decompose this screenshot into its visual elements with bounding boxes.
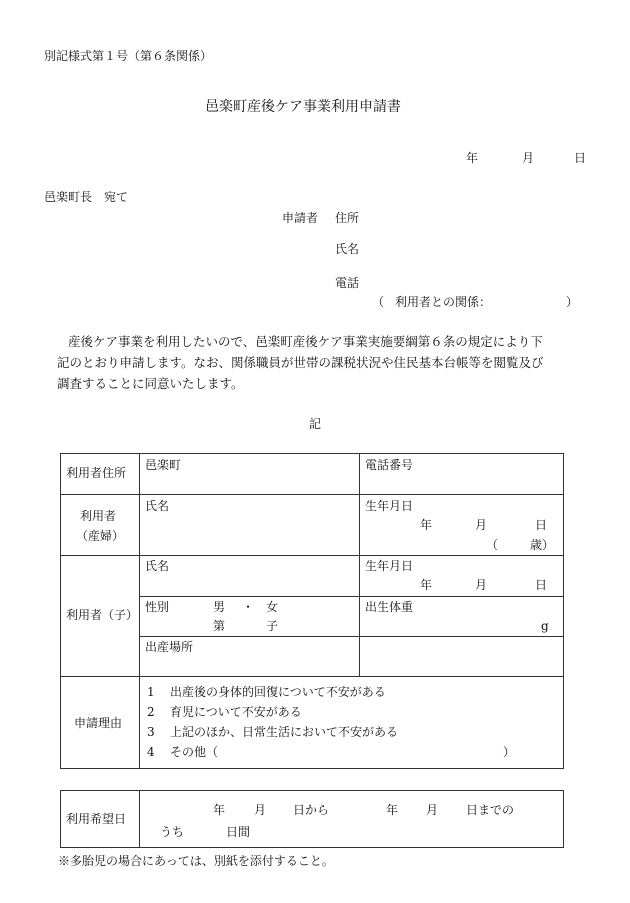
request-uchi: うち: [160, 825, 185, 839]
reason-4-num: 4: [147, 745, 155, 759]
request-from-day: 日から: [293, 803, 330, 817]
date-year-label: 年: [466, 151, 479, 165]
birth-weight-unit: g: [541, 619, 549, 633]
phone-label: 電話番号: [365, 458, 414, 472]
ki-heading: 記: [309, 417, 322, 431]
relation-label: 利用者との関係：: [395, 295, 492, 309]
child-label: 利用者（子）: [66, 608, 139, 622]
mother-label-line1: 利用者: [80, 509, 117, 523]
mother-age-open: （: [486, 538, 499, 552]
mother-age-close: 歳）: [530, 538, 555, 552]
sex-option-female[interactable]: 女: [266, 600, 279, 614]
request-to-day: 日までの: [466, 803, 515, 817]
sex-option-male[interactable]: 男: [213, 600, 226, 614]
child-birth-label: 生年月日: [365, 559, 414, 573]
table-rule-child-b: [139, 636, 564, 637]
relation-close: ）: [566, 295, 579, 309]
sex-separator: ・: [242, 600, 255, 614]
child-birth-year: 年: [420, 578, 433, 592]
child-sex-label: 性別: [145, 600, 170, 614]
mother-label-line2: （産婦）: [76, 529, 125, 543]
body-line-3: 調査することに同意いたします。: [57, 376, 244, 391]
address-label: 利用者住所: [66, 466, 127, 480]
table-rule-row2: [60, 555, 564, 556]
reason-3-num: 3: [147, 725, 155, 739]
request-table-divider: [139, 790, 140, 848]
birth-order-dai: 第: [213, 619, 226, 633]
footnote: ※多胎児の場合にあっては、別紙を添付すること。: [58, 854, 334, 868]
request-from-year: 年: [213, 803, 226, 817]
relation-open: （: [372, 295, 385, 309]
request-label: 利用希望日: [66, 812, 127, 826]
table-rule-col1: [139, 453, 140, 769]
body-line-1: 産後ケア事業を利用したいので、邑楽町産後ケア事業実施要綱第６条の規定により下: [68, 334, 543, 349]
request-days: 日間: [226, 825, 251, 839]
request-table: [60, 790, 564, 848]
child-name-label: 氏名: [145, 559, 170, 573]
reason-label: 申請理由: [74, 716, 123, 730]
table-rule-col2: [359, 453, 360, 676]
mother-birth-month: 月: [475, 518, 488, 532]
child-birth-day: 日: [535, 578, 548, 592]
body-line-2: 記のとおり申請します。なお、関係職員が世帯の課税状況や住民基本台帳等を閲覧及び: [57, 355, 544, 370]
reason-4-text[interactable]: その他（: [170, 745, 219, 759]
request-from-month: 月: [254, 803, 267, 817]
request-to-month: 月: [426, 803, 439, 817]
form-number: 別記様式第１号（第６条関係）: [44, 49, 213, 63]
child-birth-month: 月: [475, 578, 488, 592]
applicant-address-label: 住所: [335, 211, 360, 225]
table-rule-row1: [60, 494, 564, 495]
reason-4-close: ）: [503, 745, 516, 759]
date-month-label: 月: [522, 151, 535, 165]
reason-1-num: 1: [147, 685, 155, 699]
addressee: 邑楽町長 宛て: [44, 190, 129, 204]
applicant-name-label: 氏名: [335, 242, 360, 256]
page-title: 邑楽町産後ケア事業利用申請書: [205, 99, 401, 115]
reason-2-num: 2: [147, 705, 155, 719]
reason-1-text[interactable]: 出産後の身体的回復について不安がある: [170, 685, 386, 699]
mother-birth-year: 年: [420, 518, 433, 532]
request-to-year: 年: [386, 803, 399, 817]
date-day-label: 日: [574, 151, 587, 165]
mother-birth-label: 生年月日: [365, 499, 414, 513]
birth-order-ko: 子: [266, 619, 279, 633]
birthplace-label: 出産場所: [145, 640, 194, 654]
address-value[interactable]: 邑楽町: [145, 458, 182, 472]
mother-birth-day: 日: [535, 518, 548, 532]
table-rule-row4: [60, 676, 564, 677]
birth-weight-label: 出生体重: [365, 600, 414, 614]
applicant-phone-label: 電話: [335, 276, 360, 290]
table-rule-child-a: [139, 596, 564, 597]
mother-name-label: 氏名: [145, 499, 170, 513]
applicant-label: 申請者: [282, 211, 319, 225]
reason-3-text[interactable]: 上記のほか、日常生活において不安がある: [170, 725, 399, 739]
reason-2-text[interactable]: 育児について不安がある: [170, 705, 302, 719]
